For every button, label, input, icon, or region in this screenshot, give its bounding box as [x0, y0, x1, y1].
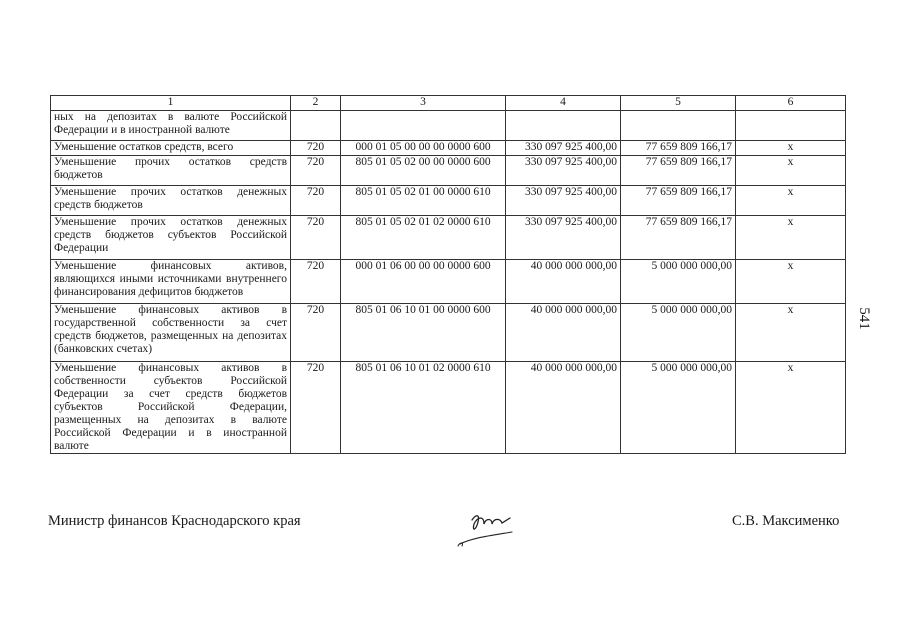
col-header-5: 5 — [621, 96, 736, 111]
row-note: x — [736, 362, 846, 454]
row-note — [736, 111, 846, 141]
row-plan-amount: 40 000 000 000,00 — [506, 260, 621, 304]
row-budget-code: 805 01 06 10 01 02 0000 610 — [341, 362, 506, 454]
row-admin-code: 720 — [291, 362, 341, 454]
col-header-2: 2 — [291, 96, 341, 111]
table-header-row — [51, 96, 846, 111]
sources-table — [50, 95, 846, 454]
table-row — [51, 260, 846, 304]
row-admin-code: 720 — [291, 156, 341, 186]
row-budget-code: 000 01 06 00 00 00 0000 600 — [341, 260, 506, 304]
row-plan-amount: 40 000 000 000,00 — [506, 362, 621, 454]
row-name: Уменьшение финансовых активов, являющихся иными источниками внутреннего финансирования дефицитов бюджетов — [51, 260, 291, 304]
table-row — [51, 156, 846, 186]
row-budget-code: 805 01 06 10 01 00 0000 600 — [341, 304, 506, 362]
row-admin-code: 720 — [291, 216, 341, 260]
row-fact-amount: 77 659 809 166,17 — [621, 141, 736, 156]
row-fact-amount: 77 659 809 166,17 — [621, 156, 736, 186]
row-fact-amount: 5 000 000 000,00 — [621, 362, 736, 454]
row-plan-amount: 330 097 925 400,00 — [506, 186, 621, 216]
row-name: ных на депозитах в валюте Российской Федерации и в иностранной валюте — [51, 111, 291, 141]
row-fact-amount: 77 659 809 166,17 — [621, 186, 736, 216]
row-fact-amount: 5 000 000 000,00 — [621, 260, 736, 304]
table-row — [51, 186, 846, 216]
row-plan-amount — [506, 111, 621, 141]
row-name: Уменьшение прочих остатков денежных средств бюджетов — [51, 186, 291, 216]
row-plan-amount: 330 097 925 400,00 — [506, 156, 621, 186]
row-note: x — [736, 216, 846, 260]
row-budget-code — [341, 111, 506, 141]
row-admin-code: 720 — [291, 141, 341, 156]
row-budget-code: 805 01 05 02 01 00 0000 610 — [341, 186, 506, 216]
row-note: x — [736, 186, 846, 216]
row-note: x — [736, 141, 846, 156]
row-budget-code: 000 01 05 00 00 00 0000 600 — [341, 141, 506, 156]
col-header-6: 6 — [736, 96, 846, 111]
row-budget-code: 805 01 05 02 01 02 0000 610 — [341, 216, 506, 260]
row-admin-code — [291, 111, 341, 141]
row-name: Уменьшение финансовых активов в государственной собственности за счет средств бюджетов, размещенных на депозитах (банковских счетах) — [51, 304, 291, 362]
col-header-4: 4 — [506, 96, 621, 111]
signatory-name: С.В. Максименко — [732, 513, 840, 529]
table-row — [51, 141, 846, 156]
row-fact-amount — [621, 111, 736, 141]
row-fact-amount: 5 000 000 000,00 — [621, 304, 736, 362]
row-note: x — [736, 304, 846, 362]
row-plan-amount: 330 097 925 400,00 — [506, 141, 621, 156]
table-row — [51, 304, 846, 362]
table-row — [51, 216, 846, 260]
row-budget-code: 805 01 05 02 00 00 0000 600 — [341, 156, 506, 186]
row-admin-code: 720 — [291, 304, 341, 362]
table-row — [51, 111, 846, 141]
table-row — [51, 362, 846, 454]
row-plan-amount: 40 000 000 000,00 — [506, 304, 621, 362]
col-header-3: 3 — [341, 96, 506, 111]
page-number: 541 — [855, 307, 872, 330]
row-plan-amount: 330 097 925 400,00 — [506, 216, 621, 260]
col-header-1: 1 — [51, 96, 291, 111]
signatory-position: Министр финансов Краснодарского края — [48, 513, 301, 529]
handwritten-signature — [452, 506, 522, 552]
row-name: Уменьшение прочих остатков денежных средств бюджетов субъектов Российской Федерации — [51, 216, 291, 260]
row-name: Уменьшение остатков средств, всего — [51, 141, 291, 156]
row-fact-amount: 77 659 809 166,17 — [621, 216, 736, 260]
row-name: Уменьшение финансовых активов в собственности субъектов Российской Федерации за счет средств бюджетов субъектов Российской Федерации, размещенных на депозитах в валюте Российской Федерации и в иностранной валюте — [51, 362, 291, 454]
row-admin-code: 720 — [291, 260, 341, 304]
row-note: x — [736, 260, 846, 304]
row-note: x — [736, 156, 846, 186]
row-admin-code: 720 — [291, 186, 341, 216]
row-name: Уменьшение прочих остатков средств бюджетов — [51, 156, 291, 186]
